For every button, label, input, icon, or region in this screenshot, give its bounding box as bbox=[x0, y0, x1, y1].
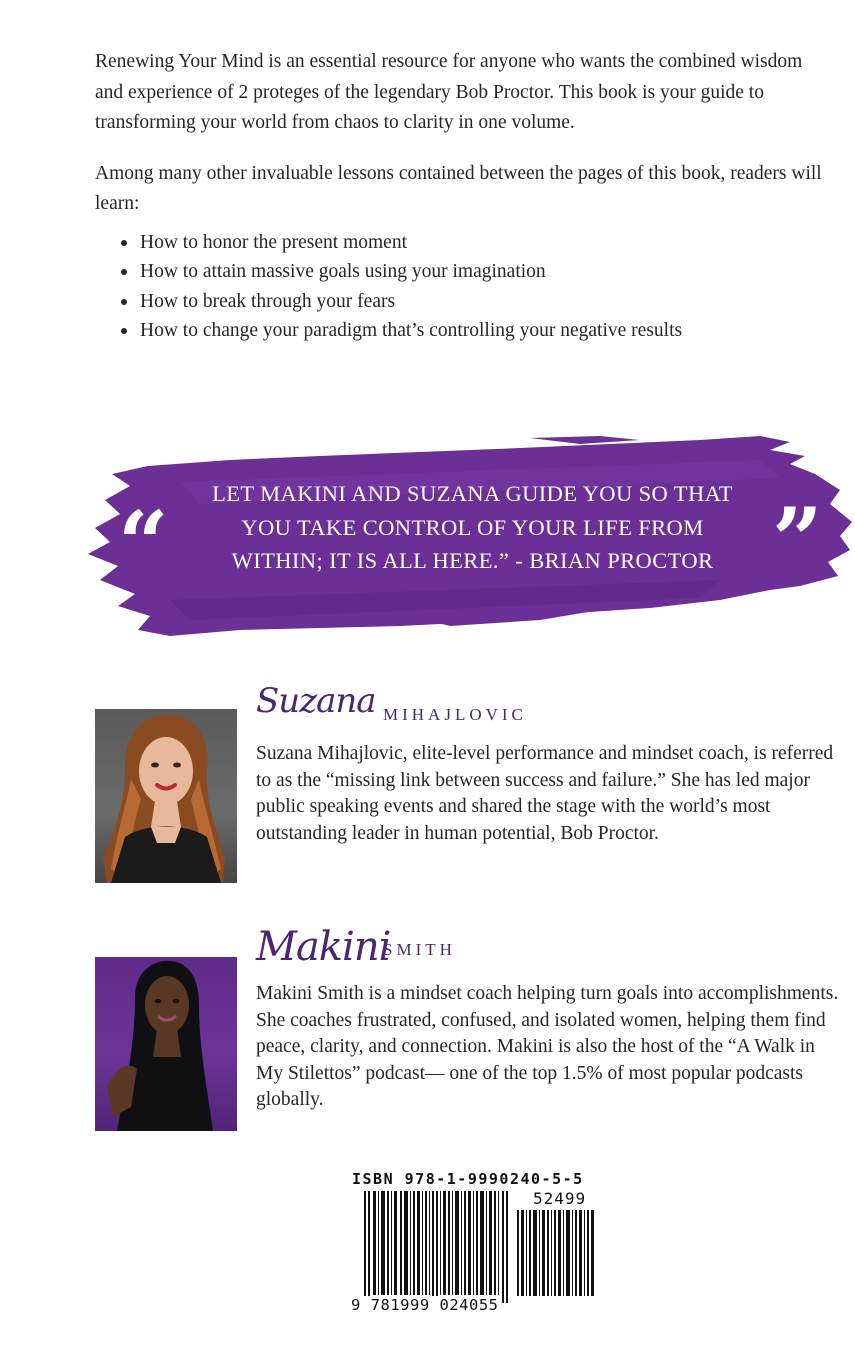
author-first-name: Suzana bbox=[256, 681, 376, 721]
ean-barcode bbox=[364, 1191, 512, 1303]
close-quote-icon: ” bbox=[772, 488, 823, 592]
list-item: How to break through your fears bbox=[121, 287, 835, 317]
intro-section bbox=[95, 47, 835, 346]
list-item: How to change your paradigm that’s controlling your negative results bbox=[121, 316, 835, 346]
author-first-name: Makini bbox=[256, 924, 391, 970]
author-last-name: MIHAJLOVIC bbox=[383, 705, 527, 724]
author-photo-makini bbox=[95, 957, 237, 1131]
quote-line: LET MAKINI AND SUZANA GUIDE YOU SO THAT bbox=[212, 481, 733, 506]
bullet-icon bbox=[121, 328, 127, 334]
ean-number: 9 781999 024055 bbox=[351, 1296, 499, 1314]
price-barcode bbox=[517, 1210, 597, 1296]
author-photo-suzana bbox=[95, 709, 237, 883]
list-item: How to honor the present moment bbox=[121, 228, 835, 258]
list-item: How to attain massive goals using your imagination bbox=[121, 257, 835, 287]
lessons-list bbox=[95, 228, 835, 346]
price-code: 52499 bbox=[533, 1189, 587, 1208]
bullet-icon bbox=[121, 269, 127, 275]
quote-line: WITHIN; IT IS ALL HERE.” - BRIAN PROCTOR bbox=[231, 548, 714, 573]
isbn-label: ISBN 978-1-9990240-5-5 bbox=[352, 1170, 584, 1188]
author-last-name: SMITH bbox=[383, 940, 456, 959]
portrait-illustration bbox=[95, 957, 237, 1131]
quote-line: YOU TAKE CONTROL OF YOUR LIFE FROM bbox=[241, 514, 704, 540]
bullet-icon bbox=[121, 299, 127, 305]
author-bio: Makini Smith is a mindset coach helping turn goals into accomplishments. She coaches frustrated, confused, and isolated women, helping them find peace, clarity, and connection. Makini is also the host of the “A Walk in My Stilettos” podcast— one of the top 1.5% of most popular podcasts globally. bbox=[256, 983, 839, 1110]
endorsement-quote bbox=[180, 477, 765, 578]
bullet-icon bbox=[121, 240, 127, 246]
open-quote-icon: “ bbox=[118, 491, 169, 595]
lessons-lead: Among many other invaluable lessons contained between the pages of this book, readers will learn: bbox=[95, 162, 822, 214]
intro-paragraph: Renewing Your Mind is an essential resource for anyone who wants the combined wisdom and experience of 2 proteges of the legendary Bob Proctor. This book is your guide to transforming your world from chaos to clarity in one volume. bbox=[95, 51, 803, 133]
author-bio: Suzana Mihajlovic, elite-level performance and mindset coach, is referred to as the “missing link between success and failure.” She has led major public speaking events and shared the stage with the world’s most outstanding leader in human potential, Bob Proctor. bbox=[256, 743, 834, 844]
portrait-illustration bbox=[95, 709, 237, 883]
